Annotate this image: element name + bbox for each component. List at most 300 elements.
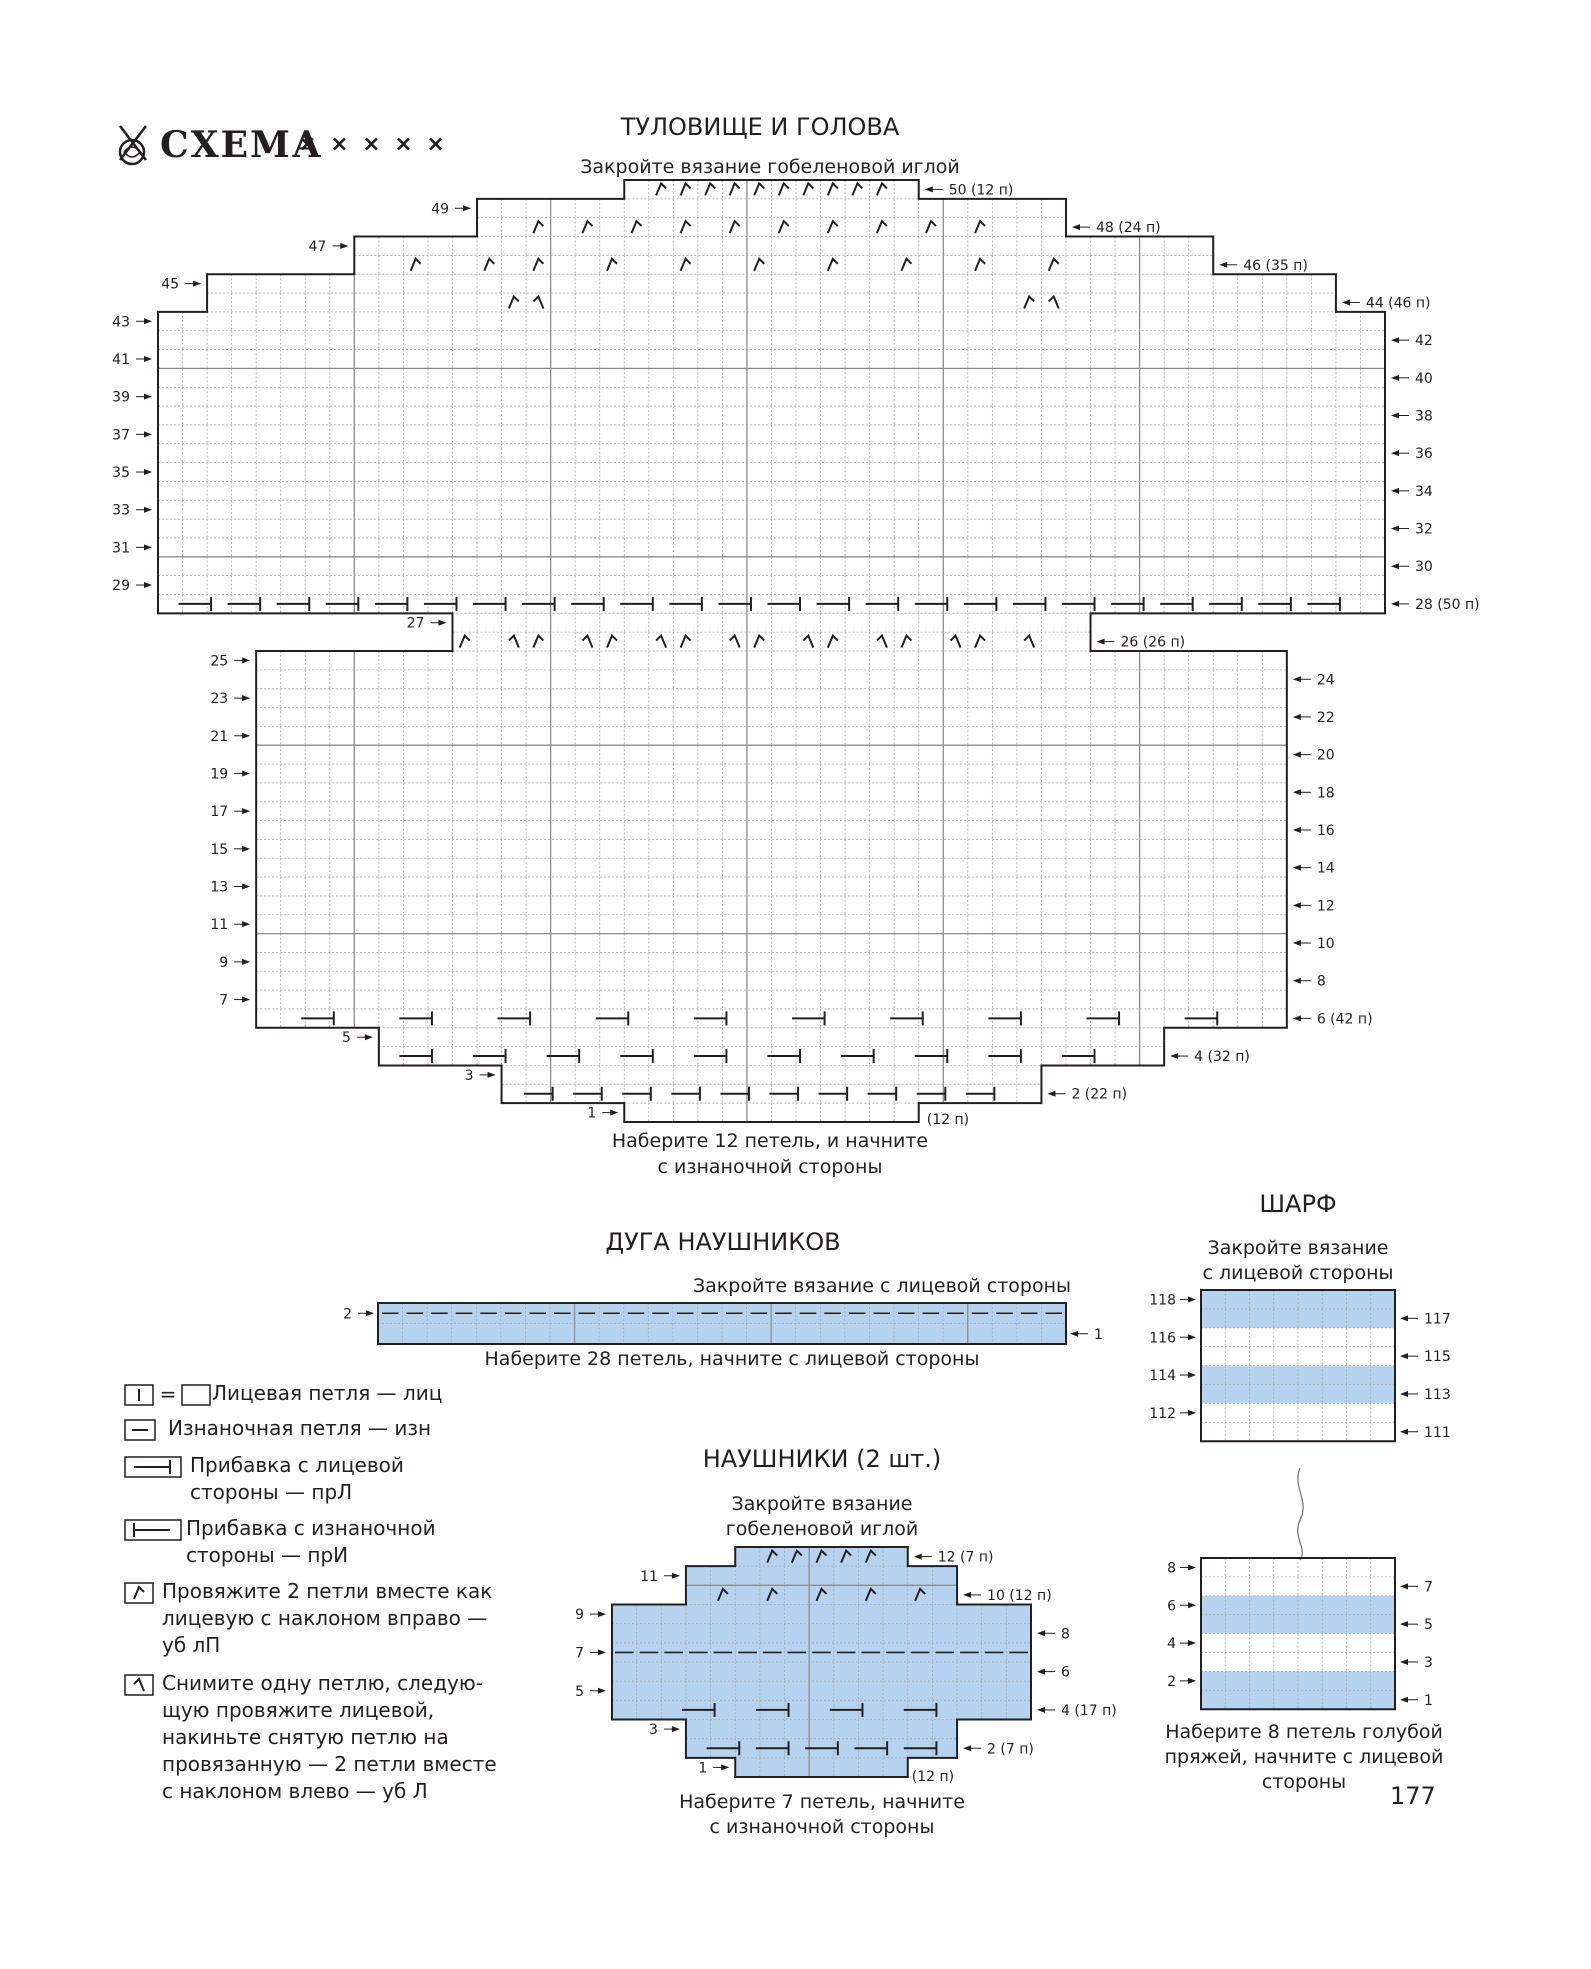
right-row-label: 8 xyxy=(1061,1626,1070,1643)
k2tog-symbol-icon xyxy=(803,183,813,195)
ear-top-note: Закройте вязание xyxy=(731,1493,913,1515)
k2tog-symbol-icon xyxy=(681,183,691,195)
right-row-label: 4 (17 п) xyxy=(1061,1702,1117,1719)
right-row-label: 14 xyxy=(1316,860,1335,877)
ssk-symbol-icon xyxy=(1049,296,1059,308)
arrow-head-icon xyxy=(1391,563,1399,569)
equals-sign: = xyxy=(159,1384,177,1406)
increase-symbol-icon xyxy=(917,1087,946,1101)
increase-symbol-icon xyxy=(915,1049,948,1063)
arrow-head-icon xyxy=(144,394,152,400)
right-row-label: 34 xyxy=(1415,483,1433,500)
increase-symbol-icon xyxy=(179,597,212,611)
k2tog-symbol-icon xyxy=(901,636,911,648)
arrow-head-icon xyxy=(1070,1331,1078,1337)
scarf-bottom-chart xyxy=(1201,1558,1395,1709)
right-row-label: 44 (46 п) xyxy=(1365,295,1431,312)
increase-symbol-icon xyxy=(866,597,899,611)
increase-symbol-icon xyxy=(792,1011,825,1025)
k2tog-symbol-icon xyxy=(754,259,764,271)
arrow-head-icon xyxy=(1037,1707,1045,1713)
increase-symbol-icon xyxy=(596,1011,629,1025)
increase-symbol-icon xyxy=(694,1049,727,1063)
left-row-label: 47 xyxy=(308,238,327,255)
left-row-label: 11 xyxy=(640,1568,658,1585)
knit-symbol-icon xyxy=(124,1384,214,1406)
header-title: СХЕМА xyxy=(160,124,324,166)
increase-symbol-icon xyxy=(326,597,359,611)
arrow-head-icon xyxy=(438,620,446,626)
right-row-label: 46 (35 п) xyxy=(1243,257,1308,274)
left-row-label: 13 xyxy=(210,879,229,896)
left-row-label: 9 xyxy=(219,954,229,971)
arrow-head-icon xyxy=(672,1573,680,1579)
increase-symbol-icon xyxy=(988,1049,1021,1063)
right-row-label: 113 xyxy=(1424,1386,1451,1403)
ssk-symbol-icon xyxy=(730,636,740,648)
arrow-head-icon xyxy=(144,318,152,324)
scarf-bottom-note: стороны xyxy=(1261,1771,1347,1793)
arrow-head-icon xyxy=(242,846,250,852)
arrow-head-icon xyxy=(1391,337,1399,343)
increase-symbol-icon xyxy=(571,597,604,611)
increase-symbol-icon xyxy=(620,597,653,611)
k2tog-symbol-icon xyxy=(582,221,592,233)
increase-symbol-icon xyxy=(768,1049,801,1063)
k2tog-symbol-icon xyxy=(877,183,887,195)
arrow-head-icon xyxy=(242,997,250,1003)
increase-symbol-icon xyxy=(424,597,457,611)
increase-symbol-icon xyxy=(228,597,261,611)
legend-text: Провяжите 2 петли вместе как лицевую с наклоном вправо — уб лП xyxy=(162,1579,493,1657)
arrow-head-icon xyxy=(193,281,201,287)
increase-symbol-icon xyxy=(573,1087,602,1101)
k2tog-symbol-icon xyxy=(607,636,617,648)
left-row-label: 29 xyxy=(112,578,130,595)
right-row-label: 10 (12 п) xyxy=(987,1587,1052,1604)
increase-symbol-icon xyxy=(620,1049,653,1063)
increase-symbol-icon xyxy=(915,597,948,611)
arrow-head-icon xyxy=(1400,1697,1408,1703)
increase-symbol-icon xyxy=(841,1049,874,1063)
increase-symbol-icon xyxy=(473,597,506,611)
k2tog-symbol-icon xyxy=(533,259,543,271)
increase-symbol-icon xyxy=(770,1087,799,1101)
left-row-label: 5 xyxy=(575,1683,584,1700)
left-row-label: 43 xyxy=(112,314,130,331)
increase-symbol-icon xyxy=(819,1087,848,1101)
right-row-label: 32 xyxy=(1415,521,1433,538)
right-row-label: 40 xyxy=(1415,370,1433,387)
right-row-label: 28 (50 п) xyxy=(1415,596,1480,613)
k2tog-symbol-icon xyxy=(828,221,838,233)
left-row-label: 114 xyxy=(1149,1368,1176,1385)
row-fill xyxy=(686,1566,957,1585)
page-number: 177 xyxy=(1390,1782,1436,1810)
right-row-label: 18 xyxy=(1316,785,1335,802)
k2tog-symbol-icon xyxy=(730,221,740,233)
increase-rs-symbol-icon xyxy=(124,1456,184,1478)
row-fill xyxy=(612,1700,1031,1719)
header-stars: × × × × × xyxy=(298,132,448,157)
scarf-bottom-note: Наберите 8 петель голубой xyxy=(1165,1721,1443,1743)
ssk-symbol-icon xyxy=(509,636,519,648)
yarn-emblem-icon xyxy=(120,126,146,164)
right-row-label: 3 xyxy=(1424,1654,1433,1671)
left-row-label: 6 xyxy=(1167,1598,1176,1615)
scarf-top-note: Закройте вязание xyxy=(1207,1237,1389,1259)
right-row-label: 2 (22 п) xyxy=(1071,1086,1128,1103)
increase-symbol-icon xyxy=(669,597,702,611)
right-row-label: 36 xyxy=(1415,446,1433,463)
k2tog-symbol-icon xyxy=(754,636,764,648)
arrow-head-icon xyxy=(242,959,250,965)
increase-symbol-icon xyxy=(1185,1011,1218,1025)
scarf-top-chart xyxy=(1201,1290,1395,1441)
k2tog-symbol-icon xyxy=(828,259,838,271)
arrow-head-icon xyxy=(1293,827,1301,833)
arrow-head-icon xyxy=(144,544,152,550)
left-row-label: 25 xyxy=(210,653,229,670)
arrow-head-icon xyxy=(1188,1602,1196,1608)
increase-symbol-icon xyxy=(524,1087,553,1101)
left-row-label: 5 xyxy=(341,1030,351,1047)
k2tog-symbol-icon xyxy=(1049,259,1059,271)
arrow-head-icon xyxy=(1293,940,1301,946)
cast-on-label: (12 п) xyxy=(926,1112,970,1128)
purl-symbol-icon xyxy=(124,1419,158,1441)
k2tog-symbol-icon xyxy=(975,636,985,648)
increase-symbol-icon xyxy=(1209,597,1242,611)
arrow-head-icon xyxy=(1188,1296,1196,1302)
ssk-symbol-icon xyxy=(582,636,592,648)
right-row-label: 115 xyxy=(1424,1349,1451,1366)
k2tog-symbol-icon xyxy=(681,221,691,233)
increase-symbol-icon xyxy=(498,1011,531,1025)
increase-ws-symbol-icon xyxy=(124,1519,184,1541)
row-fill xyxy=(735,1758,908,1777)
increase-symbol-icon xyxy=(1258,597,1291,611)
increase-symbol-icon xyxy=(694,1011,727,1025)
scarf-bottom-note: пряжей, начните с лицевой xyxy=(1164,1746,1444,1768)
left-row-label: 15 xyxy=(210,841,229,858)
body-top-note: Закройте вязание гобеленовой иглой xyxy=(580,156,960,178)
left-row-label: 11 xyxy=(210,917,229,934)
k2tog-symbol-icon xyxy=(779,183,789,195)
k2tog-symbol-icon xyxy=(124,1582,158,1604)
k2tog-symbol-icon xyxy=(852,183,862,195)
left-row-label: 116 xyxy=(1149,1330,1176,1347)
arrow-head-icon xyxy=(144,469,152,475)
right-row-label: 6 xyxy=(1061,1664,1070,1681)
ear-chart xyxy=(612,1547,1031,1777)
arrow-head-icon xyxy=(1400,1353,1408,1359)
arc-title: ДУГА НАУШНИКОВ xyxy=(605,1228,841,1256)
legend-box xyxy=(182,1385,210,1405)
arrow-head-icon xyxy=(1072,224,1080,230)
ssk-symbol-icon xyxy=(124,1674,158,1696)
arrow-head-icon xyxy=(1400,1621,1408,1627)
left-row-label: 1 xyxy=(698,1760,708,1777)
increase-symbol-icon xyxy=(1307,597,1340,611)
left-row-label: 21 xyxy=(210,728,229,745)
right-row-label: 7 xyxy=(1424,1579,1433,1596)
left-row-label: 27 xyxy=(406,615,425,632)
right-row-label: 2 (7 п) xyxy=(987,1741,1034,1758)
k2tog-symbol-icon xyxy=(975,259,985,271)
left-row-label: 7 xyxy=(219,992,229,1009)
arrow-head-icon xyxy=(1400,1315,1408,1321)
arrow-head-icon xyxy=(598,1611,606,1617)
arrow-head-icon xyxy=(242,921,250,927)
body-bottom-note: с изнаночной стороны xyxy=(657,1156,883,1178)
arrow-head-icon xyxy=(1188,1678,1196,1684)
arrow-head-icon xyxy=(1391,375,1399,381)
arrow-head-icon xyxy=(1391,413,1399,419)
increase-symbol-icon xyxy=(768,597,801,611)
arrow-head-icon xyxy=(1293,865,1301,871)
left-row-label: 19 xyxy=(210,766,229,783)
arrow-head-icon xyxy=(1219,262,1227,268)
k2tog-symbol-icon xyxy=(877,221,887,233)
ssk-symbol-icon xyxy=(803,636,813,648)
k2tog-symbol-icon xyxy=(1024,296,1034,308)
left-row-label: 31 xyxy=(112,540,130,557)
increase-symbol-icon xyxy=(966,1087,995,1101)
right-row-label: 24 xyxy=(1316,672,1335,689)
arrow-head-icon xyxy=(925,186,933,192)
arrow-head-icon xyxy=(1170,1053,1178,1059)
right-row-label: 10 xyxy=(1316,936,1335,953)
arrow-head-icon xyxy=(144,582,152,588)
ear-bottom-note: с изнаночной стороны xyxy=(709,1816,935,1838)
increase-symbol-icon xyxy=(622,1087,651,1101)
left-row-label: 41 xyxy=(112,351,130,368)
row-fill xyxy=(612,1662,1031,1681)
k2tog-symbol-icon xyxy=(411,259,421,271)
arrow-head-icon xyxy=(598,1649,606,1655)
ssk-symbol-icon xyxy=(951,636,961,648)
k2tog-symbol-icon xyxy=(656,183,666,195)
arrow-head-icon xyxy=(1188,1640,1196,1646)
arrow-head-icon xyxy=(1293,676,1301,682)
increase-symbol-icon xyxy=(890,1011,923,1025)
arrow-head-icon xyxy=(1097,639,1105,645)
arrow-head-icon xyxy=(1391,488,1399,494)
row-fill xyxy=(686,1720,957,1739)
right-row-label: 1 xyxy=(1094,1326,1103,1343)
ssk-symbol-icon xyxy=(656,636,666,648)
arrow-head-icon xyxy=(340,243,348,249)
k2tog-symbol-icon xyxy=(533,221,543,233)
left-row-label: 3 xyxy=(464,1067,474,1084)
arrow-head-icon xyxy=(1391,601,1399,607)
arrow-head-icon xyxy=(914,1554,922,1560)
right-row-label: 50 (12 п) xyxy=(948,182,1014,199)
left-row-label: 112 xyxy=(1149,1405,1176,1422)
ssk-symbol-icon xyxy=(877,636,887,648)
body-bottom-note: Наберите 12 петель, и начните xyxy=(611,1130,929,1152)
arrow-head-icon xyxy=(1391,450,1399,456)
k2tog-symbol-icon xyxy=(828,636,838,648)
arc-chart xyxy=(378,1303,1066,1344)
left-row-label: 37 xyxy=(112,427,130,444)
k2tog-symbol-icon xyxy=(828,183,838,195)
left-row-label: 1 xyxy=(587,1105,597,1122)
increase-symbol-icon xyxy=(1160,597,1193,611)
right-row-label: 12 xyxy=(1316,898,1335,915)
k2tog-symbol-icon xyxy=(632,221,642,233)
arrow-head-icon xyxy=(1037,1669,1045,1675)
increase-symbol-icon xyxy=(1087,1011,1120,1025)
right-row-label: 117 xyxy=(1424,1311,1451,1328)
increase-symbol-icon xyxy=(547,1049,580,1063)
k2tog-symbol-icon xyxy=(754,183,764,195)
body-chart xyxy=(158,180,1385,1122)
right-row-label: 8 xyxy=(1316,973,1326,990)
legend-text: Изнаночная петля — изн xyxy=(168,1416,432,1440)
body-title: ТУЛОВИЩЕ И ГОЛОВА xyxy=(620,113,900,141)
arrow-head-icon xyxy=(144,507,152,513)
arrow-head-icon xyxy=(1188,1372,1196,1378)
k2tog-symbol-icon xyxy=(926,221,936,233)
right-row-label: 5 xyxy=(1424,1617,1433,1634)
arc-bottom-note: Наберите 28 петель, начните с лицевой стороны xyxy=(484,1348,980,1370)
increase-symbol-icon xyxy=(277,597,310,611)
right-row-label: 30 xyxy=(1415,559,1433,576)
left-row-label: 3 xyxy=(649,1722,658,1739)
increase-symbol-icon xyxy=(399,1049,432,1063)
arrow-head-icon xyxy=(242,770,250,776)
arrow-head-icon xyxy=(463,205,471,211)
legend-text: Снимите одну петлю, следую- щую провяжите лицевой, накиньте снятую петлю на провязанную — 2 петли вместе с наклоном влево — уб Л xyxy=(162,1671,497,1803)
break-squiggle-icon xyxy=(1298,1468,1303,1560)
arrow-head-icon xyxy=(1400,1583,1408,1589)
arrow-head-icon xyxy=(1400,1659,1408,1665)
arrow-head-icon xyxy=(1400,1391,1408,1397)
k2tog-symbol-icon xyxy=(730,183,740,195)
arrow-head-icon xyxy=(144,356,152,362)
arrow-head-icon xyxy=(963,1745,971,1751)
left-row-label: 2 xyxy=(1167,1673,1176,1690)
arrow-head-icon xyxy=(598,1688,606,1694)
left-row-label: 49 xyxy=(431,201,450,218)
arrow-head-icon xyxy=(1293,714,1301,720)
left-row-label: 7 xyxy=(575,1645,584,1662)
right-row-label: 20 xyxy=(1316,747,1335,764)
right-row-label: 12 (7 п) xyxy=(937,1549,994,1566)
k2tog-symbol-icon xyxy=(705,183,715,195)
arrow-head-icon xyxy=(365,1034,373,1040)
increase-symbol-icon xyxy=(988,1011,1021,1025)
arrow-head-icon xyxy=(1342,299,1350,305)
increase-symbol-icon xyxy=(718,597,751,611)
arrow-head-icon xyxy=(366,1310,374,1316)
increase-symbol-icon xyxy=(1013,597,1046,611)
increase-symbol-icon xyxy=(522,597,555,611)
ear-bottom-note: Наберите 7 петель, начните xyxy=(679,1791,965,1813)
legend-text: Прибавка с лицевой стороны — прЛ xyxy=(190,1453,404,1504)
increase-symbol-icon xyxy=(817,597,850,611)
increase-symbol-icon xyxy=(399,1011,432,1025)
left-row-label: 39 xyxy=(112,389,130,406)
left-row-label: 33 xyxy=(112,502,130,519)
arrow-head-icon xyxy=(1188,1410,1196,1416)
arrow-head-icon xyxy=(1293,1015,1301,1021)
right-row-label: 6 (42 п) xyxy=(1316,1011,1373,1028)
left-row-label: 118 xyxy=(1149,1292,1176,1309)
arrow-head-icon xyxy=(242,657,250,663)
arrow-head-icon xyxy=(488,1072,496,1078)
ssk-symbol-icon xyxy=(1024,636,1034,648)
right-row-label: 4 (32 п) xyxy=(1194,1049,1250,1066)
arrow-head-icon xyxy=(672,1726,680,1732)
arrow-head-icon xyxy=(242,884,250,890)
left-row-label: 45 xyxy=(161,276,180,293)
arrow-head-icon xyxy=(610,1110,618,1116)
left-row-label: 2 xyxy=(343,1306,352,1323)
k2tog-symbol-icon xyxy=(460,636,470,648)
k2tog-symbol-icon xyxy=(509,296,519,308)
right-row-label: 42 xyxy=(1415,333,1433,350)
increase-symbol-icon xyxy=(868,1087,897,1101)
arrow-head-icon xyxy=(1037,1630,1045,1636)
arrow-head-icon xyxy=(1391,526,1399,532)
k2tog-symbol-icon xyxy=(681,259,691,271)
legend-text: Прибавка с изнаночной стороны — прИ xyxy=(186,1516,436,1567)
increase-symbol-icon xyxy=(1062,597,1095,611)
row-fill xyxy=(612,1681,1031,1700)
increase-symbol-icon xyxy=(1111,597,1144,611)
scarf-title: ШАРФ xyxy=(1259,1190,1337,1218)
arrow-head-icon xyxy=(721,1764,729,1770)
legend-text: Лицевая петля — лиц xyxy=(212,1381,443,1405)
k2tog-symbol-icon xyxy=(681,636,691,648)
right-row-label: 111 xyxy=(1424,1424,1451,1441)
k2tog-symbol-icon xyxy=(975,221,985,233)
right-row-label: 16 xyxy=(1316,822,1335,839)
row-fill xyxy=(612,1605,1031,1624)
arrow-head-icon xyxy=(1293,752,1301,758)
increase-symbol-icon xyxy=(720,1087,749,1101)
increase-symbol-icon xyxy=(1062,1049,1095,1063)
k2tog-symbol-icon xyxy=(484,259,494,271)
ssk-symbol-icon xyxy=(533,296,543,308)
right-row-label: 48 (24 п) xyxy=(1095,220,1161,237)
k2tog-symbol-icon xyxy=(533,636,543,648)
right-row-label: 22 xyxy=(1316,709,1335,726)
left-row-label: 4 xyxy=(1167,1636,1176,1653)
arc-top-note: Закройте вязание с лицевой стороны xyxy=(692,1275,1072,1297)
arrow-head-icon xyxy=(242,808,250,814)
arrow-head-icon xyxy=(1188,1564,1196,1570)
arrow-head-icon xyxy=(1293,902,1301,908)
left-row-label: 23 xyxy=(210,691,229,708)
ear-title: НАУШНИКИ (2 шт.) xyxy=(702,1445,942,1473)
arrow-head-icon xyxy=(1188,1334,1196,1340)
arrow-head-icon xyxy=(1293,789,1301,795)
right-row-label: 38 xyxy=(1415,408,1433,425)
increase-symbol-icon xyxy=(375,597,408,611)
arrow-head-icon xyxy=(242,733,250,739)
cast-on-label: (12 п) xyxy=(911,1769,955,1785)
arrow-head-icon xyxy=(963,1592,971,1598)
increase-symbol-icon xyxy=(964,597,997,611)
left-row-label: 17 xyxy=(210,804,229,821)
increase-symbol-icon xyxy=(301,1011,334,1025)
arrow-head-icon xyxy=(1400,1429,1408,1435)
k2tog-symbol-icon xyxy=(901,259,911,271)
